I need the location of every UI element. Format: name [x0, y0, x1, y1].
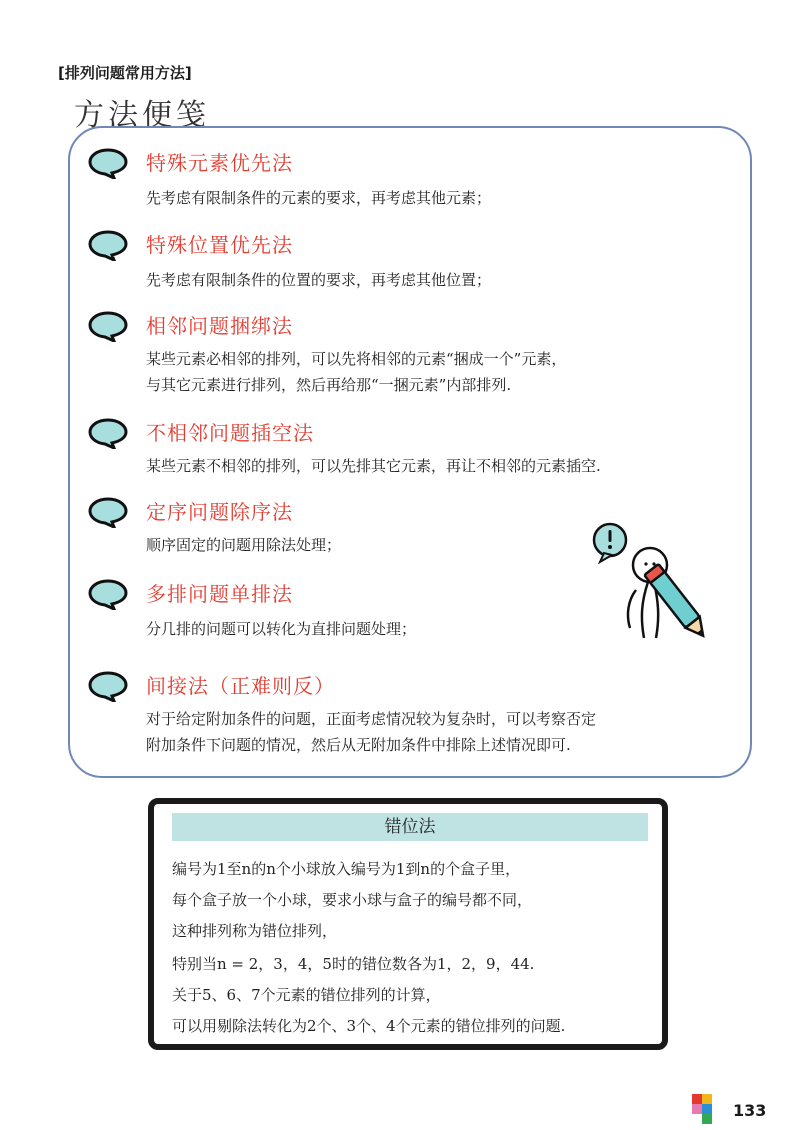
- publisher-logo-icon: [690, 1092, 718, 1126]
- speech-bubble-icon: [88, 417, 128, 449]
- speech-bubble-icon: [88, 578, 128, 610]
- page-number: 133: [733, 1101, 767, 1120]
- pencil-mascot-illustration: [588, 520, 718, 650]
- method-desc: 附加条件下问题的情况，然后从无附加条件中排除上述情况即可.: [146, 736, 571, 754]
- method-desc: 与其它元素进行排列，然后再给那“一捆元素”内部排列.: [146, 376, 512, 394]
- method-title: 特殊元素优先法: [146, 151, 293, 175]
- section-tag: [排列问题常用方法]: [58, 64, 192, 82]
- speech-bubble-icon: [88, 147, 128, 179]
- method-title: 特殊位置优先法: [146, 233, 293, 257]
- method-title: 不相邻问题插空法: [146, 421, 314, 445]
- method-desc: 顺序固定的问题用除法处理；: [146, 536, 342, 554]
- speech-bubble-icon: [88, 310, 128, 342]
- method-desc: 分几排的问题可以转化为直排问题处理；: [146, 620, 417, 638]
- speech-bubble-icon: [88, 496, 128, 528]
- method-desc: 某些元素不相邻的排列，可以先排其它元素，再让不相邻的元素插空.: [146, 457, 601, 475]
- box-line: 可以用剔除法转化为2个、3个、4个元素的错位排列的问题.: [172, 1017, 566, 1035]
- method-desc: 对于给定附加条件的问题，正面考虑情况较为复杂时，可以考察否定: [146, 710, 597, 728]
- speech-bubble-icon: [88, 229, 128, 261]
- box-title: 错位法: [172, 813, 648, 841]
- method-desc: 某些元素必相邻的排列，可以先将相邻的元素“捆成一个”元素，: [146, 350, 567, 368]
- box-line: 这种排列称为错位排列，: [172, 922, 338, 940]
- box-line: 每个盒子放一个小球，要求小球与盒子的编号都不同，: [172, 891, 533, 909]
- box-line: 关于5、6、7个元素的错位排列的计算，: [172, 986, 441, 1004]
- method-desc: 先考虑有限制条件的元素的要求，再考虑其他元素；: [146, 189, 492, 207]
- method-title: 多排问题单排法: [146, 582, 293, 606]
- box-line: 特别当n = 2，3，4，5时的错位数各为1，2，9，44.: [172, 955, 535, 973]
- speech-bubble-icon: [88, 670, 128, 702]
- method-title: 定序问题除序法: [146, 500, 293, 524]
- method-title: 间接法（正难则反）: [146, 674, 335, 698]
- method-desc: 先考虑有限制条件的位置的要求，再考虑其他位置；: [146, 271, 492, 289]
- page-title: 方法便笺: [74, 98, 210, 133]
- method-title: 相邻问题捆绑法: [146, 314, 293, 338]
- box-line: 编号为1至n的n个小球放入编号为1到n的个盒子里，: [172, 860, 521, 878]
